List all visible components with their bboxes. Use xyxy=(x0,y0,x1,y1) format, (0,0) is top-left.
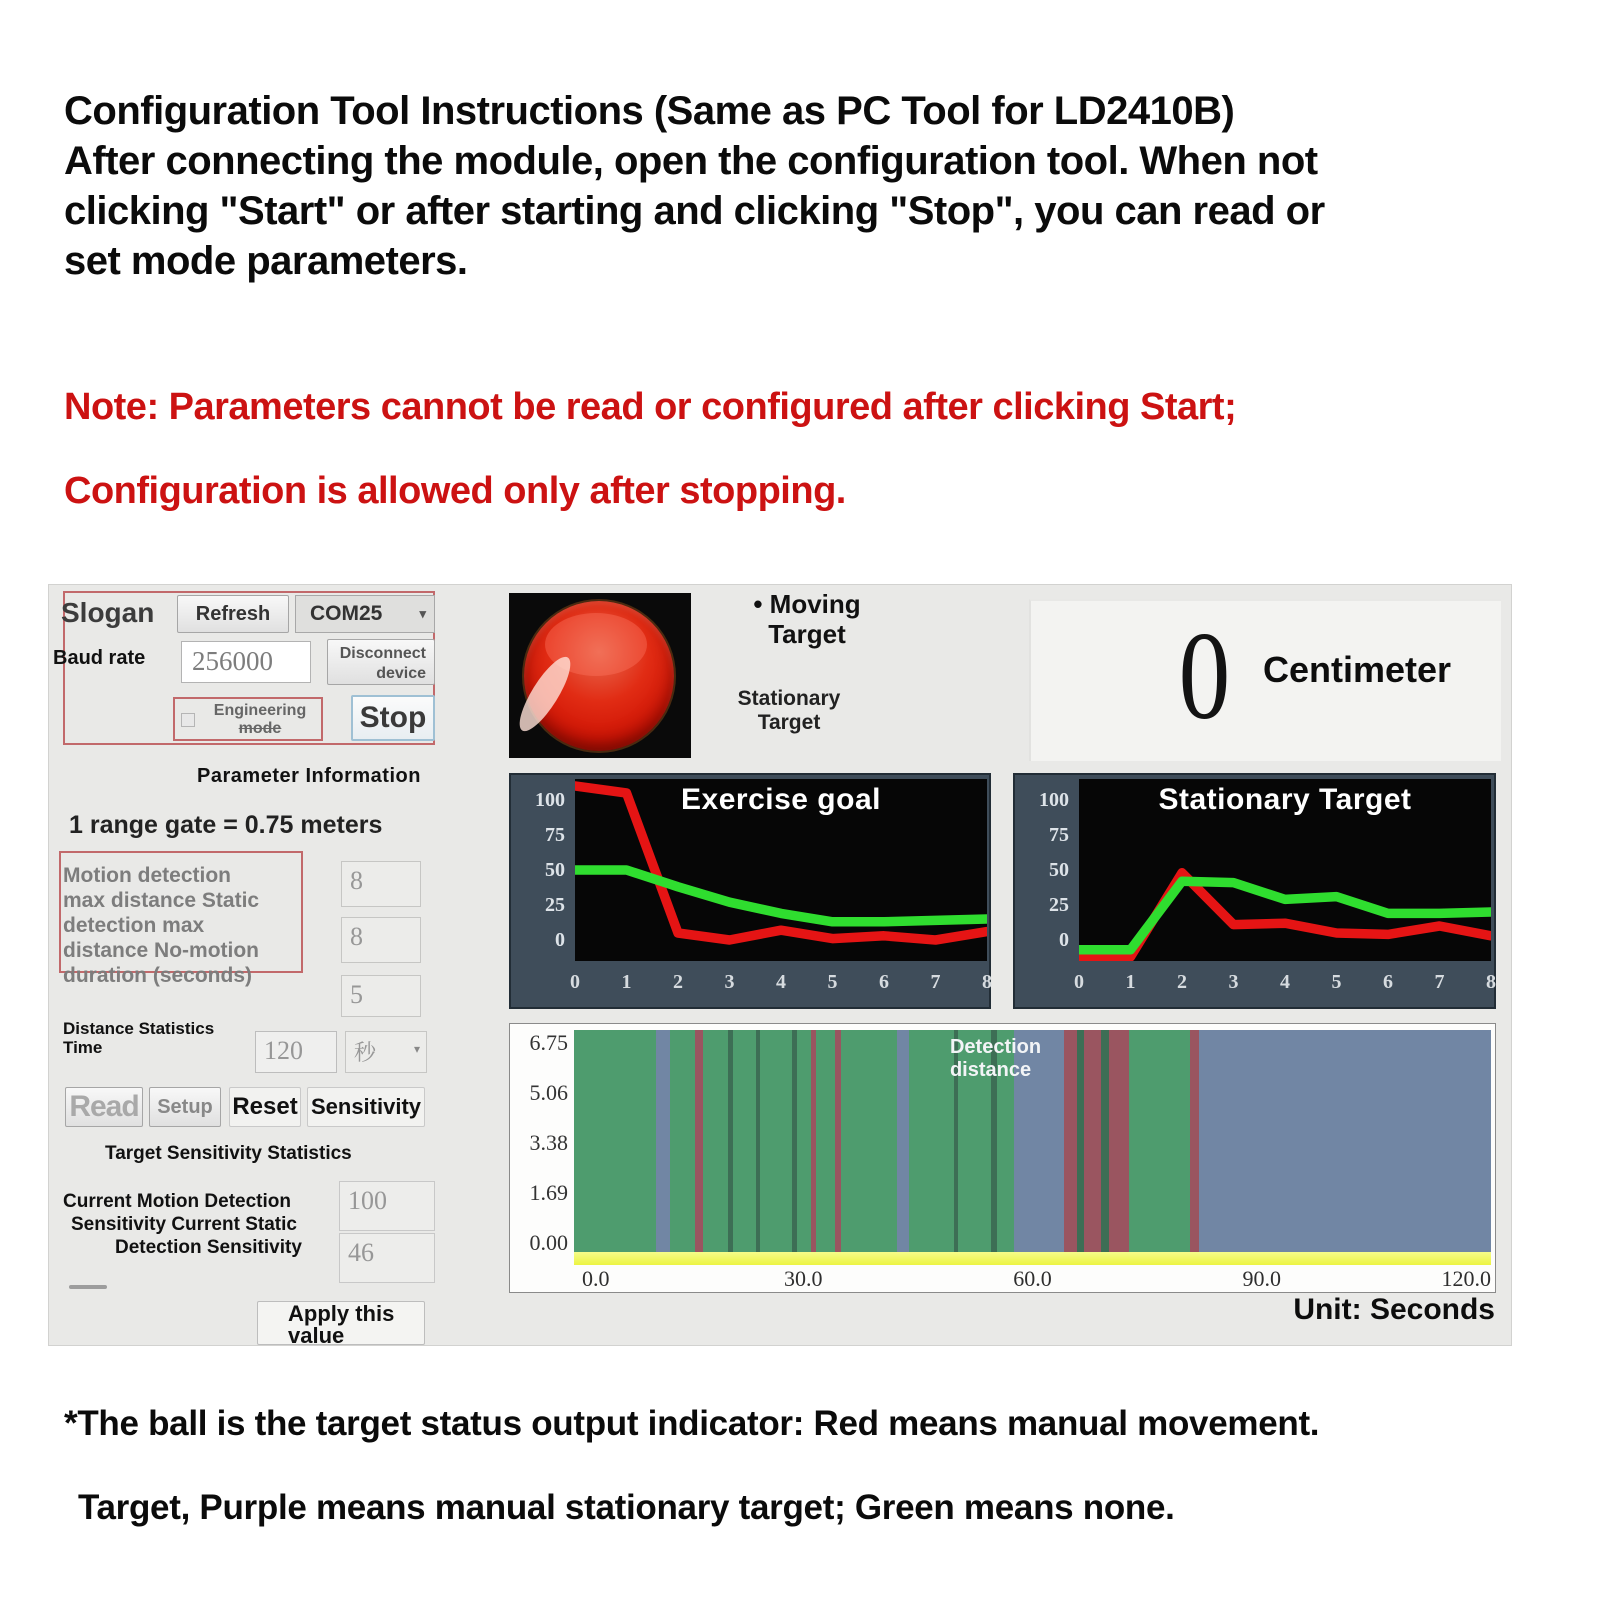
waterfall-stripe-dark xyxy=(1101,1030,1108,1252)
waterfall-stripe-green xyxy=(1129,1030,1190,1252)
waterfall-x-tick: 60.0 xyxy=(1013,1266,1052,1291)
waterfall-stripe-red xyxy=(1109,1030,1129,1252)
x-tick-label: 0 xyxy=(570,971,580,993)
x-tick-label: 8 xyxy=(982,971,992,993)
heading-line: Configuration Tool Instructions (Same as PC Tool for LD2410B) xyxy=(64,89,1235,133)
setup-button[interactable]: Setup xyxy=(149,1087,221,1127)
waterfall-x-tick: 30.0 xyxy=(784,1266,823,1291)
unit-caption: Unit: Seconds xyxy=(1293,1293,1495,1326)
x-tick-label: 5 xyxy=(1331,971,1342,993)
waterfall-stripe-green xyxy=(797,1030,811,1252)
stationary-target-label xyxy=(727,687,851,735)
distance-statistics-label xyxy=(63,1019,214,1057)
waterfall-stripe-green xyxy=(703,1030,728,1252)
current-motion-sensitivity-value[interactable]: 100 xyxy=(339,1181,435,1231)
static-max-distance-input[interactable]: 8 xyxy=(341,917,421,963)
refresh-button[interactable]: Refresh xyxy=(177,595,289,633)
distance-unit-label: Centimeter xyxy=(1263,649,1452,690)
y-tick-label: 25 xyxy=(545,894,565,916)
sensitivity-label-line: Current Motion Detection xyxy=(63,1191,291,1212)
apply-label-line: Apply this xyxy=(288,1301,395,1326)
motion-label-line: max distance Static xyxy=(63,889,260,912)
chart-plot-area xyxy=(575,779,987,961)
instructions-heading xyxy=(64,86,1544,286)
y-tick-label: 25 xyxy=(1049,894,1069,916)
waterfall-stripe-green xyxy=(760,1030,792,1252)
y-tick-label: 0 xyxy=(1059,929,1069,951)
x-tick-label: 0 xyxy=(1074,971,1084,993)
x-tick-label: 4 xyxy=(1280,971,1290,993)
waterfall-stripe-green xyxy=(816,1030,835,1252)
engineering-label-line: mode xyxy=(238,720,282,737)
x-tick-label: 3 xyxy=(724,971,735,993)
x-tick-label: 4 xyxy=(776,971,786,993)
x-tick-label: 6 xyxy=(879,971,889,993)
chart-plot-area xyxy=(1079,779,1491,961)
baud-rate-input[interactable]: 256000 xyxy=(181,641,311,683)
read-button[interactable]: Read xyxy=(65,1087,143,1127)
time-unit-select[interactable] xyxy=(345,1031,427,1073)
engineering-mode-checkbox[interactable] xyxy=(181,713,195,727)
waterfall-x-tick: 90.0 xyxy=(1242,1266,1281,1291)
x-tick-label: 2 xyxy=(1177,971,1187,993)
apply-label-line: value xyxy=(288,1323,345,1348)
motion-label-line: duration (seconds) xyxy=(63,964,253,987)
series-threshold xyxy=(1079,881,1491,950)
dropdown-arrow-icon: ▾ xyxy=(419,606,426,621)
reset-button[interactable]: Reset xyxy=(229,1087,301,1127)
sensitivity-button[interactable]: Sensitivity xyxy=(307,1087,425,1127)
distance-statistics-label-line: Distance Statistics xyxy=(63,1019,215,1038)
stationary-target-chart xyxy=(1013,773,1496,1009)
x-tick-label: 1 xyxy=(1125,971,1136,993)
note-line-2: Configuration is allowed only after stopping. xyxy=(64,470,846,512)
series-threshold xyxy=(575,870,987,922)
com-port-value: COM25 xyxy=(310,602,383,625)
waterfall-stripe-green xyxy=(733,1030,756,1252)
app-title: Slogan xyxy=(61,597,155,628)
sensitivity-label-line: Sensitivity Current Static xyxy=(71,1214,297,1235)
range-gate-note: 1 range gate = 0.75 meters xyxy=(69,811,383,839)
waterfall-y-tick: 0.00 xyxy=(529,1230,568,1255)
time-unit-value: 秒 xyxy=(354,1040,377,1065)
chart-y-axis xyxy=(511,775,575,965)
waterfall-stripe-blue xyxy=(656,1030,671,1252)
apply-value-button[interactable] xyxy=(257,1301,425,1348)
config-tool-screenshot xyxy=(48,584,1512,1346)
detection-distance-waterfall xyxy=(509,1023,1496,1293)
footer-line-1: *The ball is the target status output indicator: Red means manual movement. xyxy=(64,1404,1320,1443)
detection-label-line: Detection xyxy=(949,1036,1042,1058)
distance-value: 0 xyxy=(1178,607,1231,746)
footer-line-2: Target, Purple means manual stationary target; Green means none. xyxy=(78,1488,1175,1527)
status-indicator-ball xyxy=(524,601,674,751)
heading-line: After connecting the module, open the configuration tool. When not xyxy=(64,139,1318,183)
sensitivity-label-line: Detection Sensitivity xyxy=(115,1237,302,1258)
motion-label-line: detection max xyxy=(63,914,205,937)
disconnect-label-line: Disconnect xyxy=(339,644,426,662)
waterfall-stripe-green xyxy=(574,1030,656,1252)
waterfall-stripe-blue xyxy=(1199,1030,1491,1252)
waterfall-baseline-strip xyxy=(574,1252,1491,1265)
stationary-label-line: Target xyxy=(757,711,821,734)
engineering-mode-groupbox xyxy=(173,697,323,741)
com-port-select[interactable] xyxy=(295,595,435,633)
y-tick-label: 100 xyxy=(535,789,565,811)
engineering-mode-label xyxy=(201,702,319,738)
exercise-goal-chart xyxy=(509,773,991,1009)
x-tick-label: 6 xyxy=(1383,971,1393,993)
waterfall-stripe-red xyxy=(1084,1030,1101,1252)
chart-y-axis xyxy=(1015,775,1079,965)
target-sensitivity-title: Target Sensitivity Statistics xyxy=(105,1143,352,1164)
y-tick-label: 50 xyxy=(1049,859,1069,881)
parameter-information-title: Parameter Information xyxy=(197,765,421,787)
waterfall-y-axis xyxy=(510,1024,574,1264)
waterfall-stripe-green xyxy=(670,1030,695,1252)
waterfall-stripe-green xyxy=(909,1030,954,1252)
chart-x-axis xyxy=(1074,967,1496,1009)
detection-distance-label xyxy=(950,1036,1041,1082)
waterfall-y-tick: 3.38 xyxy=(529,1130,568,1155)
waterfall-x-tick: 120.0 xyxy=(1441,1266,1491,1291)
stationary-label-line: Stationary xyxy=(737,687,841,710)
motion-detection-labels xyxy=(63,863,299,988)
waterfall-y-tick: 1.69 xyxy=(529,1180,568,1205)
no-motion-duration-input[interactable]: 5 xyxy=(341,975,421,1017)
heading-line: clicking "Start" or after starting and clicking "Stop", you can read or xyxy=(64,189,1325,233)
heading-line: set mode parameters. xyxy=(64,239,468,283)
waterfall-stripe-red xyxy=(1190,1030,1199,1252)
dash-decoration xyxy=(69,1285,107,1289)
waterfall-stripe-red xyxy=(695,1030,703,1252)
waterfall-plot-area xyxy=(574,1030,1491,1252)
engineering-label-line: Engineering xyxy=(213,702,307,719)
motion-label-line: distance No-motion xyxy=(63,939,260,962)
baud-rate-label: Baud rate xyxy=(53,647,146,669)
distance-statistics-label-line: Time xyxy=(63,1038,103,1057)
y-tick-label: 100 xyxy=(1039,789,1069,811)
dropdown-arrow-icon: ▾ xyxy=(413,1042,420,1056)
x-tick-label: 5 xyxy=(827,971,838,993)
bullet-icon: • xyxy=(753,589,763,619)
x-tick-label: 3 xyxy=(1228,971,1239,993)
motion-max-distance-input[interactable]: 8 xyxy=(341,861,421,907)
moving-target-label xyxy=(737,589,877,649)
distance-readout-panel xyxy=(1029,599,1501,761)
chart-title: Exercise goal xyxy=(681,783,881,816)
distance-statistics-time-input[interactable]: 120 xyxy=(255,1031,337,1073)
y-tick-label: 50 xyxy=(545,859,565,881)
detection-label-line: distance xyxy=(949,1059,1032,1081)
waterfall-x-axis xyxy=(574,1266,1491,1292)
stop-button[interactable]: Stop xyxy=(351,695,435,741)
current-static-sensitivity-value[interactable]: 46 xyxy=(339,1233,435,1283)
y-tick-label: 75 xyxy=(545,824,565,846)
waterfall-stripe-red xyxy=(1064,1030,1078,1252)
chart-title: Stationary Target xyxy=(1158,783,1412,816)
moving-label-line: Target xyxy=(768,619,846,649)
disconnect-label-line: device xyxy=(376,664,426,682)
x-tick-label: 1 xyxy=(621,971,632,993)
waterfall-stripe-blue xyxy=(897,1030,909,1252)
waterfall-stripe-green xyxy=(841,1030,897,1252)
y-tick-label: 75 xyxy=(1049,824,1069,846)
chart-x-axis xyxy=(570,967,992,1009)
x-tick-label: 8 xyxy=(1486,971,1496,993)
waterfall-x-tick: 0.0 xyxy=(582,1266,610,1291)
y-tick-label: 0 xyxy=(555,929,565,951)
x-tick-label: 7 xyxy=(930,971,941,993)
waterfall-y-tick: 6.75 xyxy=(529,1030,568,1055)
motion-label-line: Motion detection xyxy=(63,864,231,887)
x-tick-label: 7 xyxy=(1434,971,1445,993)
disconnect-device-button[interactable] xyxy=(327,639,435,685)
waterfall-y-tick: 5.06 xyxy=(529,1080,568,1105)
x-tick-label: 2 xyxy=(673,971,683,993)
status-ball-panel xyxy=(509,593,691,758)
note-line-1: Note: Parameters cannot be read or configured after clicking Start; xyxy=(64,386,1237,428)
moving-label-line: Moving xyxy=(769,589,861,619)
